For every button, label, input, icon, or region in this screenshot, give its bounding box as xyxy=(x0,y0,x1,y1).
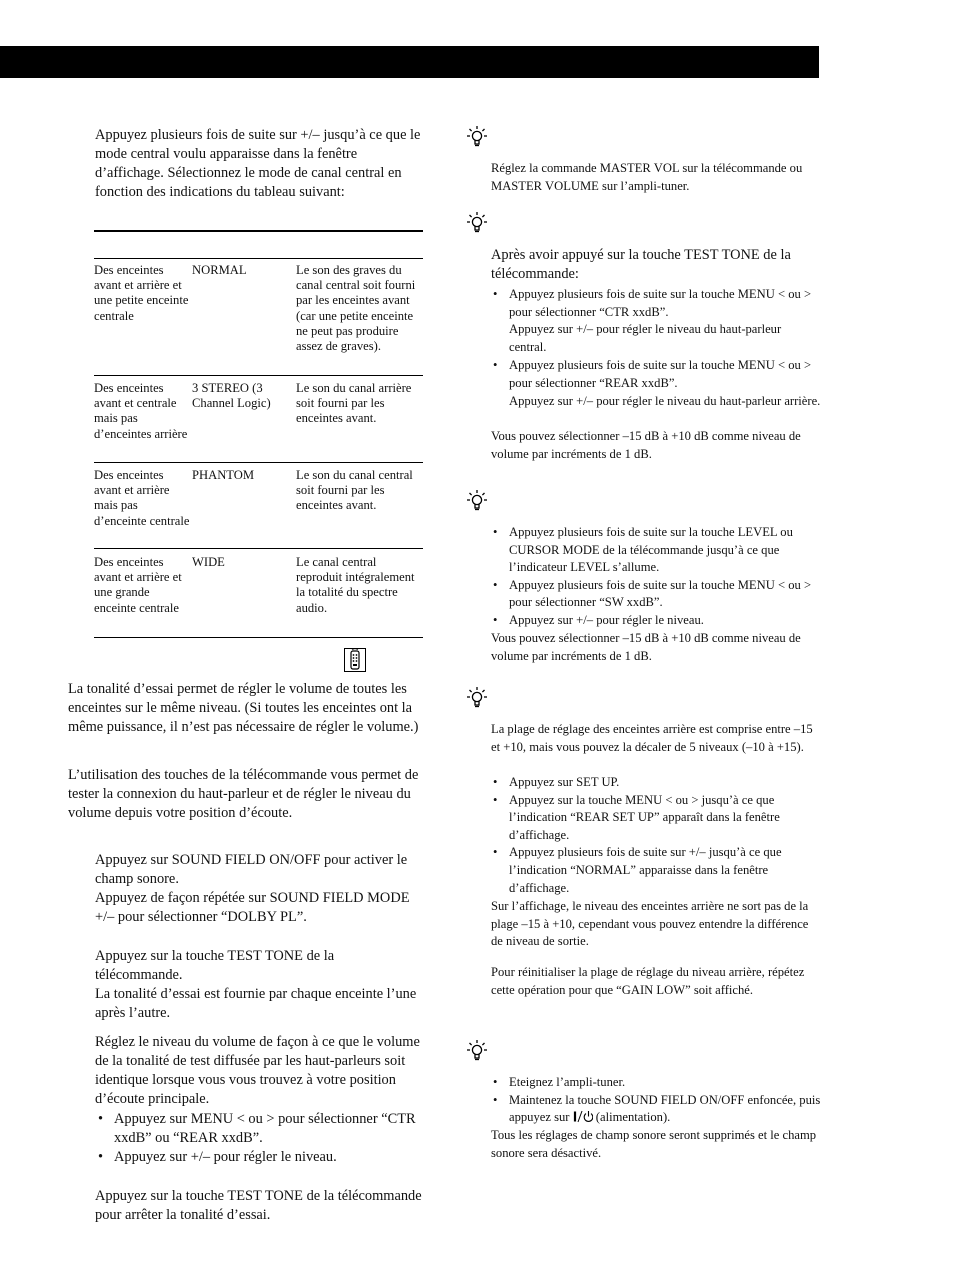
table-header-rule xyxy=(94,258,423,259)
list-item: • Appuyez plusieurs fois de suite sur la touche LEVEL ou CURSOR MODE de la télécommande jusqu’à ce que l’indicateur LEVEL s’allume. xyxy=(491,524,821,577)
cell-setup: Des enceintes avant et centrale mais pas d’enceintes arrière xyxy=(94,381,188,441)
lightbulb-icon xyxy=(466,210,488,234)
cell-mode: WIDE xyxy=(192,555,225,569)
list-item-text: (alimentation). xyxy=(592,1110,671,1125)
cell-description: Le canal central reproduit intégralement la totalité du spectre audio. xyxy=(296,555,415,615)
step-adjust-level: Réglez le niveau du volume de façon à ce que le volume de la tonalité de test diffusée par les haut-parleurs soit identique lorsque vous vous trouvez à votre position d’écoute principale. xyxy=(95,1034,420,1107)
list-item: • Appuyez plusieurs fois de suite sur la touche MENU < ou > pour sélectionner “SW xxdB”. xyxy=(491,577,821,612)
cell-mode: NORMAL xyxy=(192,263,247,277)
list-item: • Appuyez sur SET UP. xyxy=(491,774,821,792)
header-bar xyxy=(0,46,819,78)
lightbulb-icon xyxy=(466,488,488,512)
cell-description: Le son du canal central soit fourni par les enceintes avant. xyxy=(296,468,413,513)
tip-subwoofer-list xyxy=(491,524,821,630)
step-activate-sound-field: Appuyez sur SOUND FIELD ON/OFF pour activer le champ sonore. Appuyez de façon répétée sur SOUND FIELD MODE +/– pour sélectionner “DOLBY PL”. xyxy=(95,852,410,925)
lightbulb-icon xyxy=(466,685,488,709)
lightbulb-icon xyxy=(466,124,488,148)
tip-rear-range-note: Sur l’affichage, le niveau des enceintes arrière ne sort pas de la plage –15 à +10, cependant vous pouvez entendre la différence de niveau de sortie. xyxy=(491,899,809,949)
cell-setup: Des enceintes avant et arrière et une petite enceinte centrale xyxy=(94,263,189,323)
cell-mode: PHANTOM xyxy=(192,468,255,482)
cell-description: Le son du canal arrière soit fourni par les enceintes avant. xyxy=(296,381,412,426)
list-item xyxy=(491,1092,821,1129)
tip-master-volume: Réglez la commande MASTER VOL sur la télécommande ou MASTER VOLUME sur l’ampli-tuner. xyxy=(491,161,803,193)
tip-speaker-level-intro: Après avoir appuyé sur la touche TEST TONE de la télécommande: xyxy=(491,247,791,282)
table-row-rule xyxy=(94,462,423,463)
test-tone-intro: La tonalité d’essai permet de régler le volume de toutes les enceintes sur le même niveau. (Si toutes les enceintes ont la même puissance, il n’est pas nécessaire de régler le volume.) xyxy=(68,681,419,735)
list-item-text: Maintenez la touche SOUND FIELD ON/OFF enfoncée, puis appuyez sur xyxy=(509,1092,821,1125)
power-icon xyxy=(573,1110,593,1129)
list-item: • Appuyez plusieurs fois de suite sur la touche MENU < ou > pour sélectionner “CTR xxdB”. Appuyez sur +/– pour régler le niveau du haut-parleur central. xyxy=(491,286,821,356)
tip-subwoofer-range: Vous pouvez sélectionner –15 dB à +10 dB comme niveau de volume par incréments de 1 dB. xyxy=(491,631,801,663)
cell-setup: Des enceintes avant et arrière mais pas d’enceinte centrale xyxy=(94,468,190,528)
tip-rear-range-reset: Pour réinitialiser la plage de réglage du niveau arrière, répétez cette opération pour que “GAIN LOW” soit affiché. xyxy=(491,965,805,997)
adjust-level-list xyxy=(95,1110,425,1167)
table-top-rule xyxy=(94,230,423,232)
list-item: • Eteignez l’ampli-tuner. xyxy=(491,1074,821,1092)
tip-rear-range-list xyxy=(491,774,821,897)
tip-speaker-level-list xyxy=(491,286,821,410)
list-item: • Appuyez sur +/– pour régler le niveau. xyxy=(95,1148,425,1167)
table-row-rule xyxy=(94,375,423,376)
lightbulb-icon xyxy=(466,1038,488,1062)
remote-control-icon xyxy=(344,648,366,672)
list-item: • Appuyez sur MENU < ou > pour sélectionner “CTR xxdB” ou “REAR xxdB”. xyxy=(95,1110,425,1148)
cell-setup: Des enceintes avant et arrière et une grande enceinte centrale xyxy=(94,555,182,615)
test-tone-intro-remote: L’utilisation des touches de la télécommande vous permet de tester la connexion du haut-parleur et de régler le niveau du volume depuis votre position d’écoute. xyxy=(68,767,419,821)
tip-reset-list xyxy=(491,1074,821,1129)
step-select-center-mode: Appuyez plusieurs fois de suite sur +/– jusqu’à ce que le mode central voulu apparaisse dans la fenêtre d’affichage. Sélectionnez le mode de canal central en fonction des indications du tableau suivant: xyxy=(95,127,421,200)
list-item: • Appuyez plusieurs fois de suite sur +/– jusqu’à ce que l’indication “NORMAL” apparaisse dans la fenêtre d’affichage. xyxy=(491,844,821,897)
list-item: • Appuyez sur +/– pour régler le niveau. xyxy=(491,612,821,630)
cell-description: Le son des graves du canal central soit fourni par les enceintes avant (car une petite enceinte ne peut pas produire assez de graves). xyxy=(296,263,416,354)
table-bottom-rule xyxy=(94,637,423,638)
tip-speaker-level-range: Vous pouvez sélectionner –15 dB à +10 dB comme niveau de volume par incréments de 1 dB. xyxy=(491,429,801,461)
list-item: • Appuyez plusieurs fois de suite sur la touche MENU < ou > pour sélectionner “REAR xxdB”. Appuyez sur +/– pour régler le niveau du haut-parleur arrière. xyxy=(491,357,821,410)
tip-reset-note: Tous les réglages de champ sonore seront supprimés et le champ sonore sera désactivé. xyxy=(491,1128,817,1160)
list-item: • Appuyez sur la touche MENU < ou > jusqu’à ce que l’indication “REAR SET UP” apparaît dans la fenêtre d’affichage. xyxy=(491,792,821,845)
cell-mode: 3 STEREO (3 Channel Logic) xyxy=(192,381,271,411)
tip-rear-range-intro: La plage de réglage des enceintes arrière est comprise entre –15 et +10, mais vous pouvez la décaler de 5 niveaux (–10 à +15). xyxy=(491,722,813,754)
step-test-tone-on: Appuyez sur la touche TEST TONE de la télécommande. La tonalité d’essai est fournie par chaque enceinte l’une après l’autre. xyxy=(95,948,417,1021)
step-test-tone-off: Appuyez sur la touche TEST TONE de la télécommande pour arrêter la tonalité d’essai. xyxy=(95,1188,422,1223)
table-row-rule xyxy=(94,548,423,549)
